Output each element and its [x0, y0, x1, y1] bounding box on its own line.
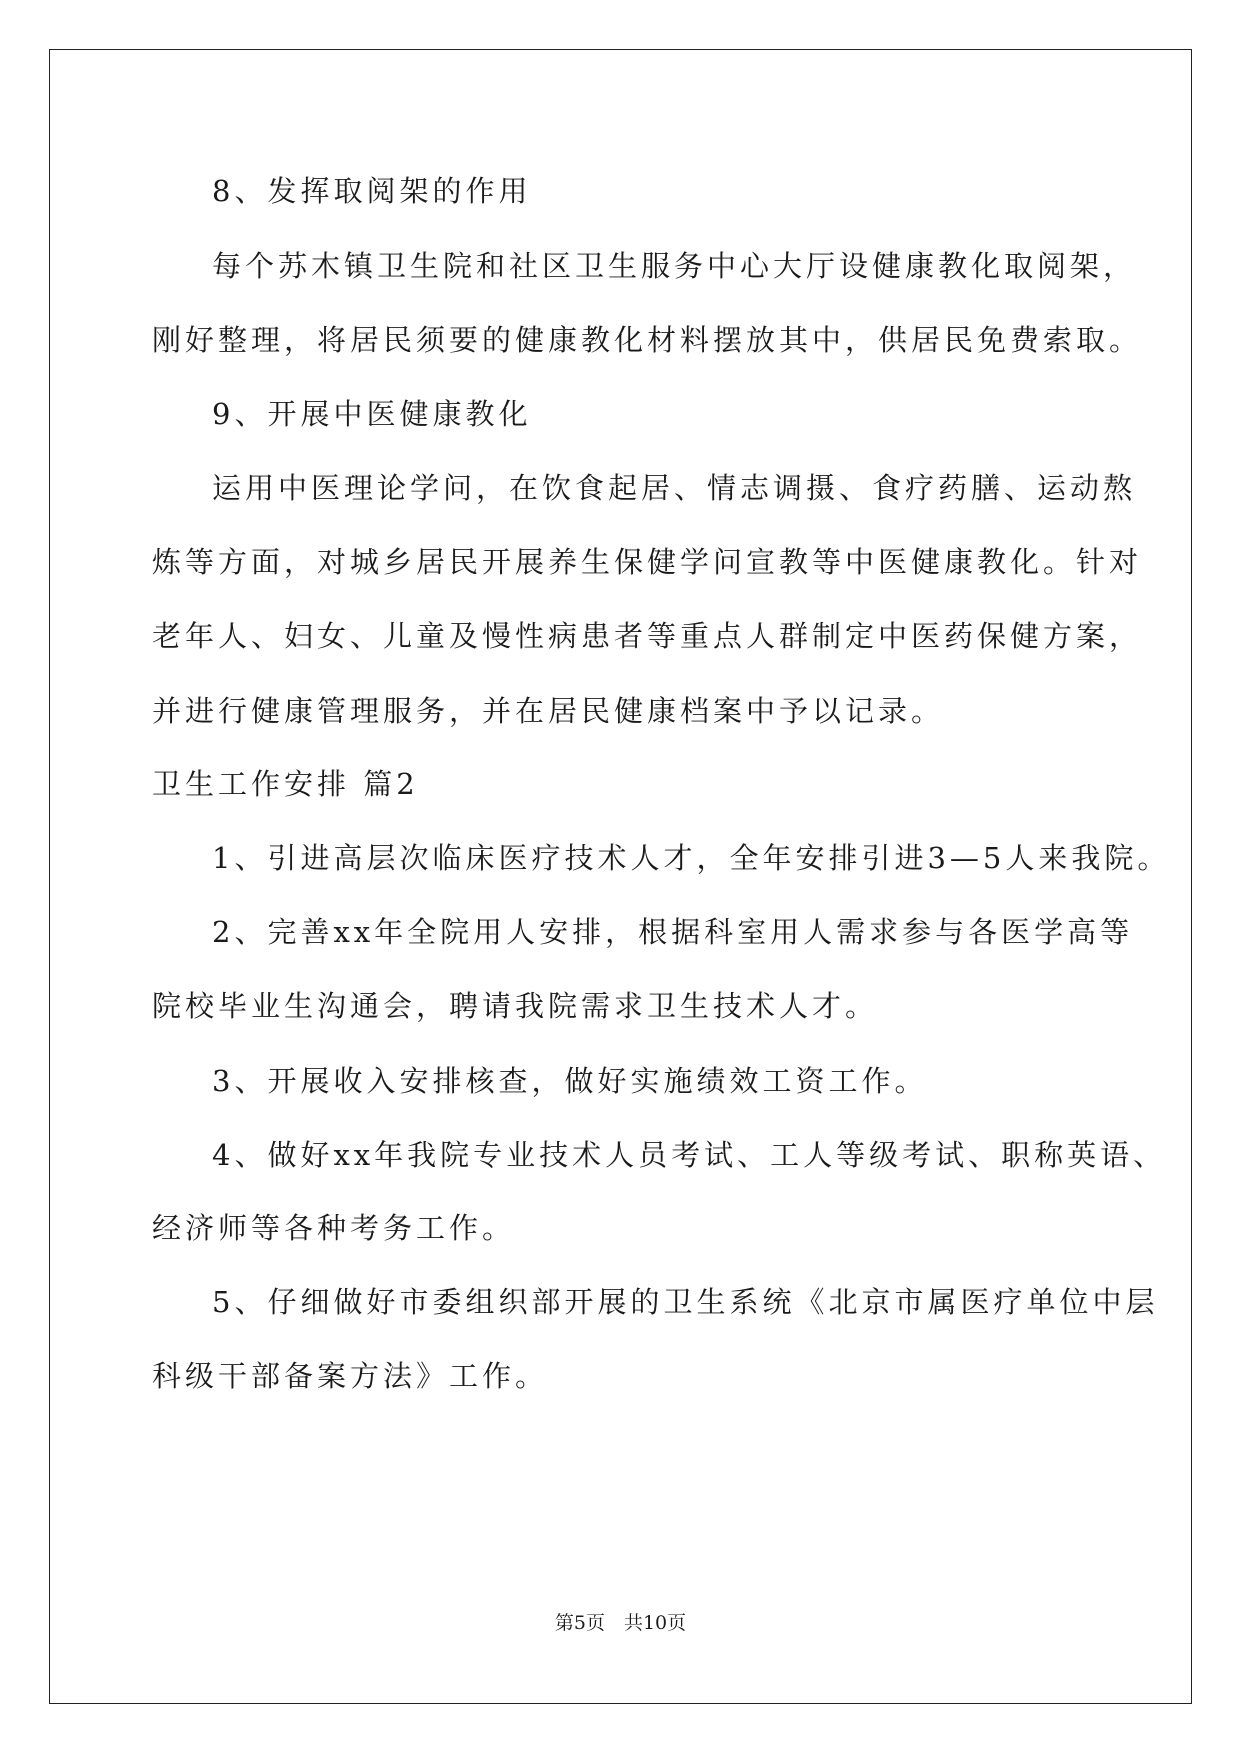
heading-item-9: 9、开展中医健康教化 — [212, 397, 532, 431]
paragraph-line: 刚好整理，将居民须要的健康教化材料摆放其中，供居民免费索取。 — [152, 323, 1143, 357]
paragraph-line: 院校毕业生沟通会，聘请我院需求卫生技术人才。 — [152, 989, 879, 1023]
paragraph-line: 经济师等各种考务工作。 — [152, 1211, 516, 1245]
paragraph-line: 炼等方面，对城乡居民开展养生保健学问宣教等中医健康教化。针对 — [152, 545, 1143, 579]
list-item-2: 2、完善xx年全院用人安排，根据科室用人需求参与各医学高等 — [212, 915, 1134, 949]
paragraph-line: 科级干部备案方法》工作。 — [152, 1359, 549, 1393]
paragraph-line: 老年人、妇女、儿童及慢性病患者等重点人群制定中医药保健方案， — [152, 619, 1143, 653]
list-item-5: 5、仔细做好市委组织部开展的卫生系统《北京市属医疗单位中层 — [212, 1285, 1159, 1319]
paragraph-line: 运用中医理论学问，在饮食起居、情志调摄、食疗药膳、运动熬 — [212, 471, 1137, 505]
page-number: 第5页 共10页 — [554, 1612, 687, 1634]
list-item-1: 1、引进高层次临床医疗技术人才，全年安排引进3—5人来我院。 — [212, 841, 1171, 875]
list-item-4: 4、做好xx年我院专业技术人员考试、工人等级考试、职称英语、 — [212, 1138, 1167, 1172]
section-title: 卫生工作安排 篇2 — [152, 767, 419, 801]
paragraph-line: 每个苏木镇卫生院和社区卫生服务中心大厅设健康教化取阅架， — [212, 249, 1137, 283]
paragraph-line: 并进行健康管理服务，并在居民健康档案中予以记录。 — [152, 694, 945, 728]
list-item-3: 3、开展收入安排核查，做好实施绩效工资工作。 — [212, 1064, 928, 1098]
heading-item-8: 8、发挥取阅架的作用 — [212, 174, 532, 208]
